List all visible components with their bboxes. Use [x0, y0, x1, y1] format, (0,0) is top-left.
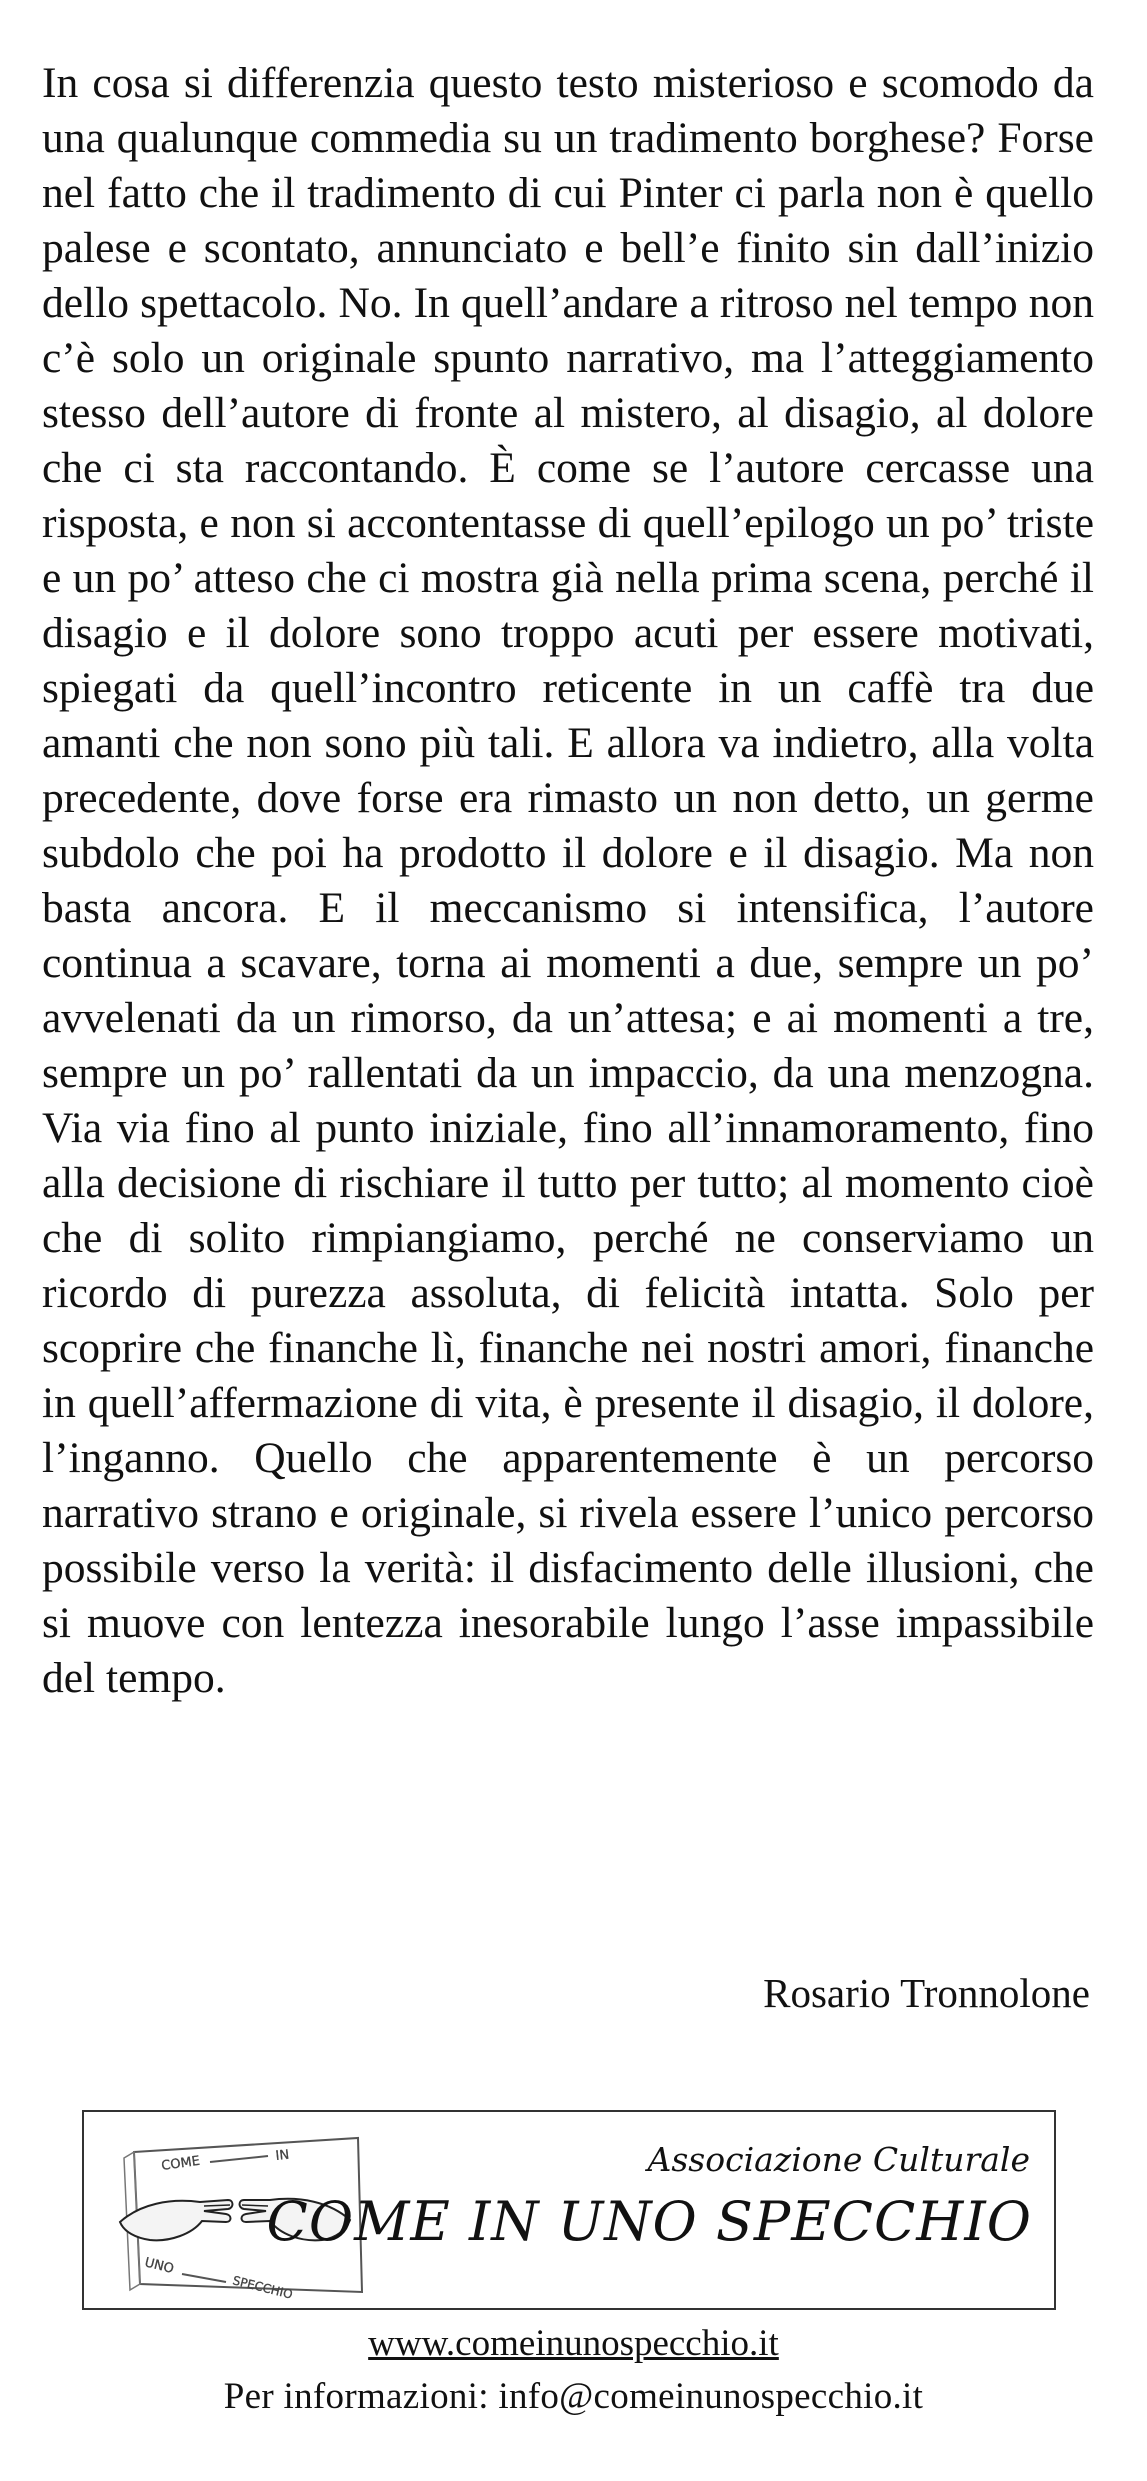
contact-info: Per informazioni: info@comeinunospecchio.it: [223, 2376, 924, 2417]
emblem-word-uno: UNO: [143, 2255, 176, 2278]
website-line: [0, 2322, 1147, 2366]
article-text: In cosa si differenzia questo testo misterioso e scomodo da una qualunque commedia su un tradimento borghese? Forse nel fatto che il tradimento di cui Pinter ci parla non è quello palese e scontato, annunciato e bell’e finito sin dall’inizio dello spettacolo. No. In quell’andare a ritroso nel tempo non c’è solo un originale spunto narrativo, ma l’atteggiamento stesso dell’autore di fronte al mistero, al disagio, al dolore che ci sta raccontando. È come se l’autore cercasse una risposta, e non si accontentasse di quell’epilogo un po’ triste e un po’ atteso che ci mostra già nella prima scena, perché il disagio e il dolore sono troppo acuti per essere motivati, spiegati da quell’incontro reticente in un caffè tra due amanti che non sono più tali. E allora va indietro, alla volta precedente, dove forse era rimasto un non detto, un germe subdolo che poi ha prodotto il dolore e il disagio. Ma non basta ancora. E il meccanismo si intensifica, l’autore continua a scavare, torna ai momenti a due, sempre un po’ avvelenati da un rimorso, da un’attesa; e ai momenti a tre, sempre un po’ rallentati da un impaccio, da una menzogna. Via via fino al punto iniziale, fino all’innamoramento, fino alla decisione di rischiare il tutto per tutto; al momento cioè che di solito rimpiangiamo, perché ne conserviamo un ricordo di purezza assoluta, di felicità intatta. Solo per scoprire che finanche lì, finanche nei nostri amori, finanche in quell’affermazione di vita, è presente il disagio, il dolore, l’inganno. Quello che apparentemente è un percorso narrativo strano e originale, si rivela essere l’unico percorso possibile verso la verità: il disfacimento delle illusioni, che si muove con lentezza inesorabile lungo l’asse impassibile del tempo.: [42, 59, 1094, 1702]
association-logo-box: [82, 2110, 1056, 2310]
association-name: COME IN UNO SPECCHIO: [266, 2190, 1032, 2253]
emblem-word-specchio: SPECCHIO: [231, 2273, 295, 2302]
association-label: Associazione Culturale: [647, 2140, 1030, 2179]
author-signature: Rosario Tronnolone: [763, 1970, 1090, 2016]
emblem-word-come: COME: [160, 2153, 201, 2174]
emblem-word-in: IN: [274, 2147, 290, 2164]
website-link[interactable]: www.comeinunospecchio.it: [368, 2323, 779, 2364]
